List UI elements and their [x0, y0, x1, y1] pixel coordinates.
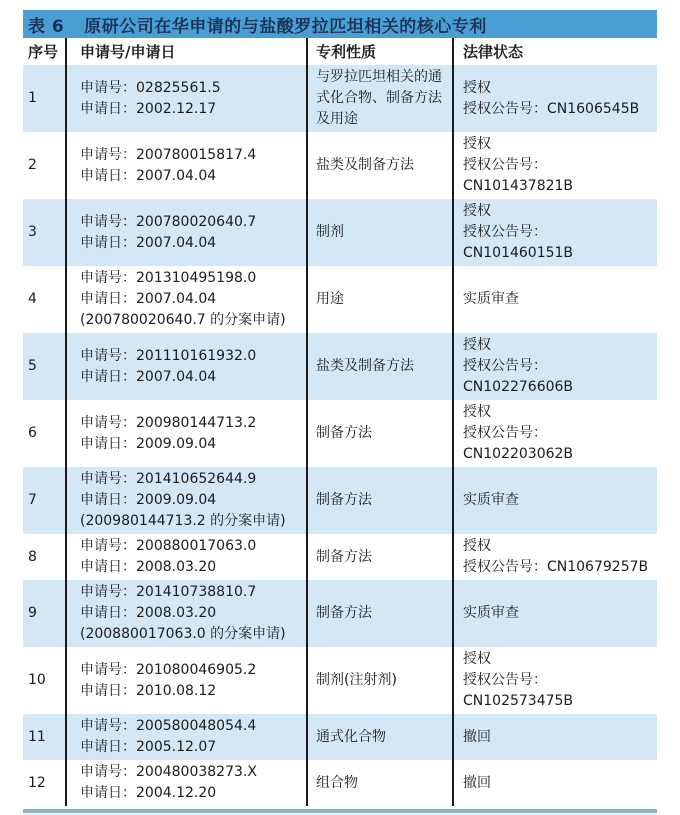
cell-status [452, 467, 657, 534]
table-row [23, 199, 657, 266]
cell-status [452, 400, 657, 467]
cell-status [452, 65, 657, 132]
application-number: 申请号：201410738810.7 [80, 584, 257, 600]
cell-serial [23, 580, 65, 647]
patent-nature: 组合物 [316, 774, 358, 791]
application-number: 申请号：200780015817.4 [80, 146, 257, 163]
cell-application [65, 714, 306, 760]
table-row [23, 266, 657, 333]
cell-application [65, 400, 306, 467]
application-number: 申请号：201080046905.2 [80, 661, 257, 678]
patent-nature: 制备方法 [316, 605, 372, 621]
cell-serial [23, 714, 65, 760]
grant-number: 授权公告号：CN101437821B [463, 157, 574, 194]
serial-number: 6 [28, 425, 37, 441]
application-date: 申请日：2010.08.12 [80, 682, 217, 699]
cell-serial [23, 266, 65, 333]
cell-application [65, 467, 306, 534]
patent-table [23, 10, 657, 815]
grant-number: 授权公告号：CN102573475B [463, 672, 574, 709]
table-header-row [23, 38, 657, 65]
application-number: 申请号：02825561.5 [80, 79, 221, 96]
cell-application [65, 333, 306, 400]
table-title-bar [23, 10, 657, 38]
application-date: 申请日：2009.09.04 [80, 435, 217, 452]
patent-nature: 制剂(注射剂) [316, 672, 397, 688]
patent-nature: 盐类及制备方法 [316, 157, 414, 173]
cell-nature [306, 266, 452, 333]
serial-number: 11 [28, 728, 46, 745]
patent-nature: 制备方法 [316, 425, 372, 441]
serial-number: 8 [28, 548, 37, 565]
divisional-note: (200880017063.0 的分案申请) [80, 626, 286, 642]
application-date: 申请日：2007.04.04 [80, 234, 217, 251]
table-row [23, 333, 657, 400]
application-date: 申请日：2005.12.07 [80, 739, 217, 755]
cell-application [65, 760, 306, 806]
legal-status: 授权 [463, 651, 491, 667]
patent-nature: 制备方法 [316, 548, 372, 565]
cell-application [65, 199, 306, 266]
legal-status: 授权 [463, 404, 491, 420]
serial-number: 12 [28, 774, 46, 791]
application-date: 申请日：2008.03.20 [80, 605, 217, 621]
cell-serial [23, 132, 65, 199]
col-header-serial: 序号 [28, 43, 59, 61]
col-header-application: 申请号/申请日 [65, 38, 306, 65]
serial-number: 2 [28, 157, 37, 173]
table-row [23, 580, 657, 647]
cell-serial [23, 199, 65, 266]
serial-number: 3 [28, 224, 37, 240]
cell-serial [23, 760, 65, 806]
cell-status [452, 132, 657, 199]
cell-application [65, 132, 306, 199]
table-row [23, 467, 657, 534]
grant-number: 授权公告号：CN102276606B [463, 358, 574, 395]
cell-nature [306, 647, 452, 714]
patent-nature: 盐类及制备方法 [316, 358, 414, 374]
cell-nature [306, 132, 452, 199]
grant-number: 授权公告号：CN101460151B [463, 224, 574, 261]
patent-nature: 用途 [316, 291, 344, 307]
col-header-nature: 专利性质 [306, 38, 452, 65]
cell-nature [306, 714, 452, 760]
table-row [23, 400, 657, 467]
serial-number: 4 [28, 291, 37, 307]
application-number: 申请号：201410652644.9 [80, 471, 257, 487]
application-date: 申请日：2007.04.04 [80, 368, 217, 385]
cell-nature [306, 760, 452, 806]
application-date: 申请日：2007.04.04 [80, 167, 217, 184]
cell-nature [306, 65, 452, 132]
cell-application [65, 647, 306, 714]
application-date: 申请日：2008.03.20 [80, 559, 217, 575]
cell-status [452, 199, 657, 266]
table-row [23, 132, 657, 199]
application-number: 申请号：200480038273.X [80, 764, 257, 780]
legal-status: 撤回 [463, 774, 491, 791]
cell-serial [23, 333, 65, 400]
cell-serial [23, 400, 65, 467]
cell-application [65, 65, 306, 132]
serial-number: 9 [28, 605, 37, 621]
legal-status: 授权 [463, 538, 491, 554]
patent-nature: 与罗拉匹坦相关的通式化合物、制备方法及用途 [316, 69, 442, 127]
patent-nature: 制备方法 [316, 492, 372, 508]
serial-number: 10 [28, 672, 46, 688]
cell-serial [23, 467, 65, 534]
application-date: 申请日：2009.09.04 [80, 492, 217, 508]
table-row [23, 65, 657, 132]
patent-nature: 制剂 [316, 224, 344, 240]
cell-serial [23, 647, 65, 714]
bottom-border-bar [23, 809, 657, 815]
legal-status: 授权 [463, 203, 491, 219]
application-number: 申请号：200580048054.4 [80, 718, 257, 734]
cell-application [65, 580, 306, 647]
serial-number: 1 [28, 90, 37, 106]
grant-number: 授权公告号：CN10679257B [463, 559, 649, 575]
legal-status: 授权 [463, 337, 491, 353]
application-number: 申请号：200780020640.7 [80, 213, 257, 230]
cell-status [452, 647, 657, 714]
table-row [23, 760, 657, 806]
legal-status: 实质审查 [463, 605, 519, 621]
legal-status: 实质审查 [463, 291, 519, 307]
cell-status [452, 266, 657, 333]
cell-serial [23, 65, 65, 132]
cell-nature [306, 467, 452, 534]
table-title: 原研公司在华申请的与盐酸罗拉匹坦相关的核心专利 [84, 16, 487, 37]
cell-serial [23, 534, 65, 580]
divisional-note: (200780020640.7 的分案申请) [80, 312, 286, 328]
table-number-label: 表 6 [28, 16, 65, 37]
table-row [23, 534, 657, 580]
cell-application [65, 534, 306, 580]
cell-status [452, 714, 657, 760]
serial-number: 7 [28, 492, 37, 508]
serial-number: 5 [28, 358, 37, 374]
cell-nature [306, 580, 452, 647]
application-number: 申请号：201110161932.0 [80, 347, 257, 364]
legal-status: 实质审查 [463, 492, 519, 508]
cell-nature [306, 534, 452, 580]
application-number: 申请号：200880017063.0 [80, 538, 257, 554]
grant-number: 授权公告号：CN102203062B [463, 425, 574, 462]
application-number: 申请号：201310495198.0 [80, 270, 257, 286]
patent-nature: 通式化合物 [316, 728, 386, 745]
cell-status [452, 534, 657, 580]
cell-status [452, 760, 657, 806]
legal-status: 授权 [463, 79, 491, 96]
divisional-note: (200980144713.2 的分案申请) [80, 513, 286, 529]
grant-number: 授权公告号：CN1606545B [463, 100, 640, 117]
col-header-status: 法律状态 [452, 38, 657, 65]
legal-status: 撤回 [463, 728, 491, 745]
cell-status [452, 333, 657, 400]
application-date: 申请日：2002.12.17 [80, 100, 217, 117]
cell-application [65, 266, 306, 333]
cell-status [452, 580, 657, 647]
cell-nature [306, 333, 452, 400]
cell-nature [306, 199, 452, 266]
application-date: 申请日：2007.04.04 [80, 291, 217, 307]
legal-status: 授权 [463, 136, 491, 152]
table-row [23, 714, 657, 760]
application-date: 申请日：2004.12.20 [80, 785, 217, 801]
table-row [23, 647, 657, 714]
application-number: 申请号：200980144713.2 [80, 414, 257, 431]
cell-nature [306, 400, 452, 467]
